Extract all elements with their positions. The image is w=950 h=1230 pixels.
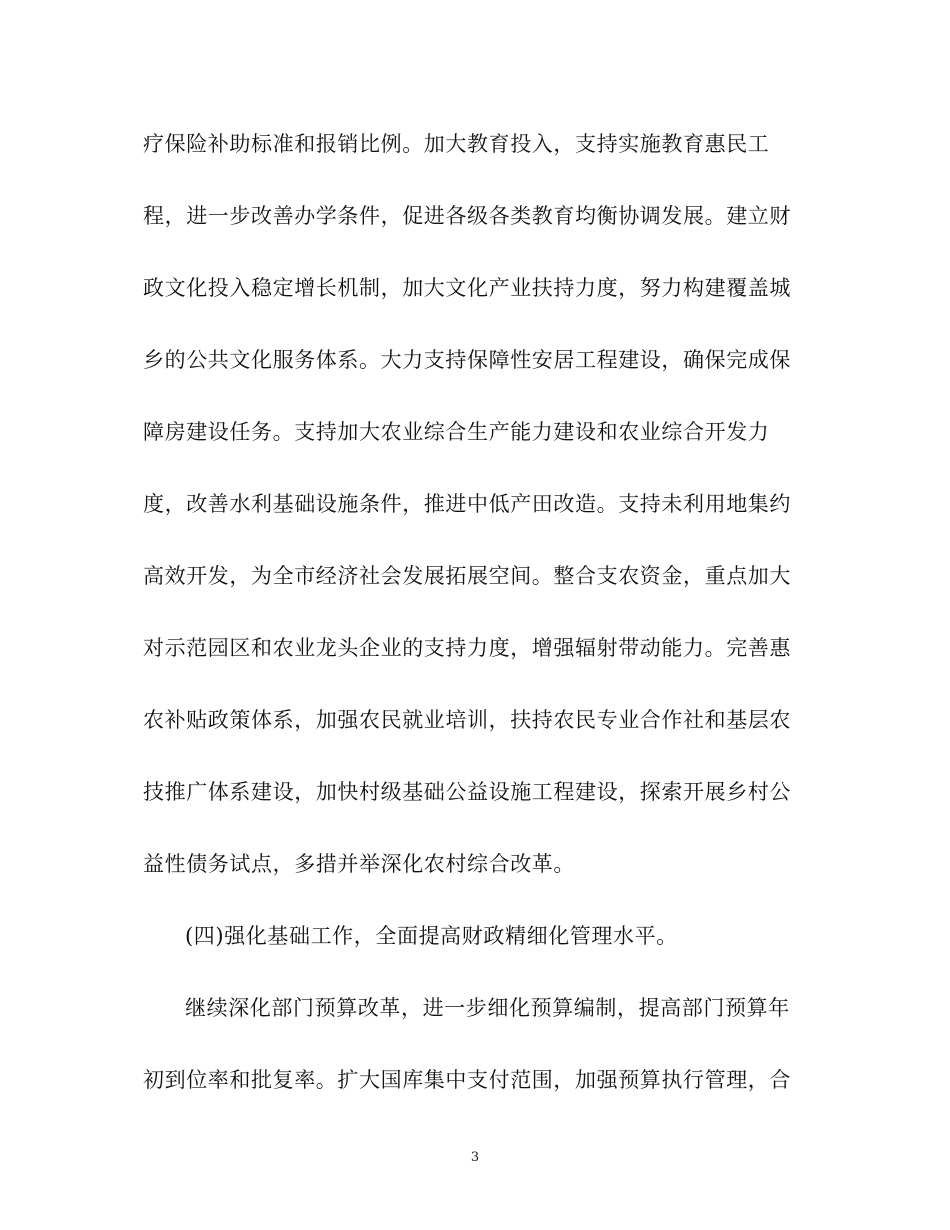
body-text-line: 初到位率和批复率。扩大国库集中支付范围，加强预算执行管理，合 (143, 1068, 791, 1092)
body-text-line: 农补贴政策体系，加强农民就业培训，扶持农民专业合作社和基层农 (143, 708, 791, 732)
body-text-line: 技推广体系建设，加快村级基础公益设施工程建设，探索开展乡村公 (143, 780, 791, 804)
body-text-line: 高效开发，为全市经济社会发展拓展空间。整合支农资金，重点加大 (143, 564, 791, 588)
body-text-line: 政文化投入稳定增长机制，加大文化产业扶持力度，努力构建覆盖城 (143, 276, 791, 300)
body-text-line: 程，进一步改善办学条件，促进各级各类教育均衡协调发展。建立财 (143, 204, 791, 228)
body-text-line: 对示范园区和农业龙头企业的支持力度，增强辐射带动能力。完善惠 (143, 636, 791, 660)
section-heading: (四)强化基础工作，全面提高财政精细化管理水平。 (185, 924, 678, 948)
body-text-line: 乡的公共文化服务体系。大力支持保障性安居工程建设，确保完成保 (143, 348, 791, 372)
body-text-line: 度，改善水利基础设施条件，推进中低产田改造。支持未利用地集约 (143, 492, 791, 516)
body-text-line: 障房建设任务。支持加大农业综合生产能力建设和农业综合开发力 (143, 420, 770, 444)
body-text-line: 益性债务试点，多措并举深化农村综合改革。 (143, 852, 575, 876)
body-text-line: 继续深化部门预算改革，进一步细化预算编制，提高部门预算年 (185, 996, 790, 1020)
body-text-line: 疗保险补助标准和报销比例。加大教育投入，支持实施教育惠民工 (143, 132, 770, 156)
page-number: 3 (470, 1150, 480, 1165)
